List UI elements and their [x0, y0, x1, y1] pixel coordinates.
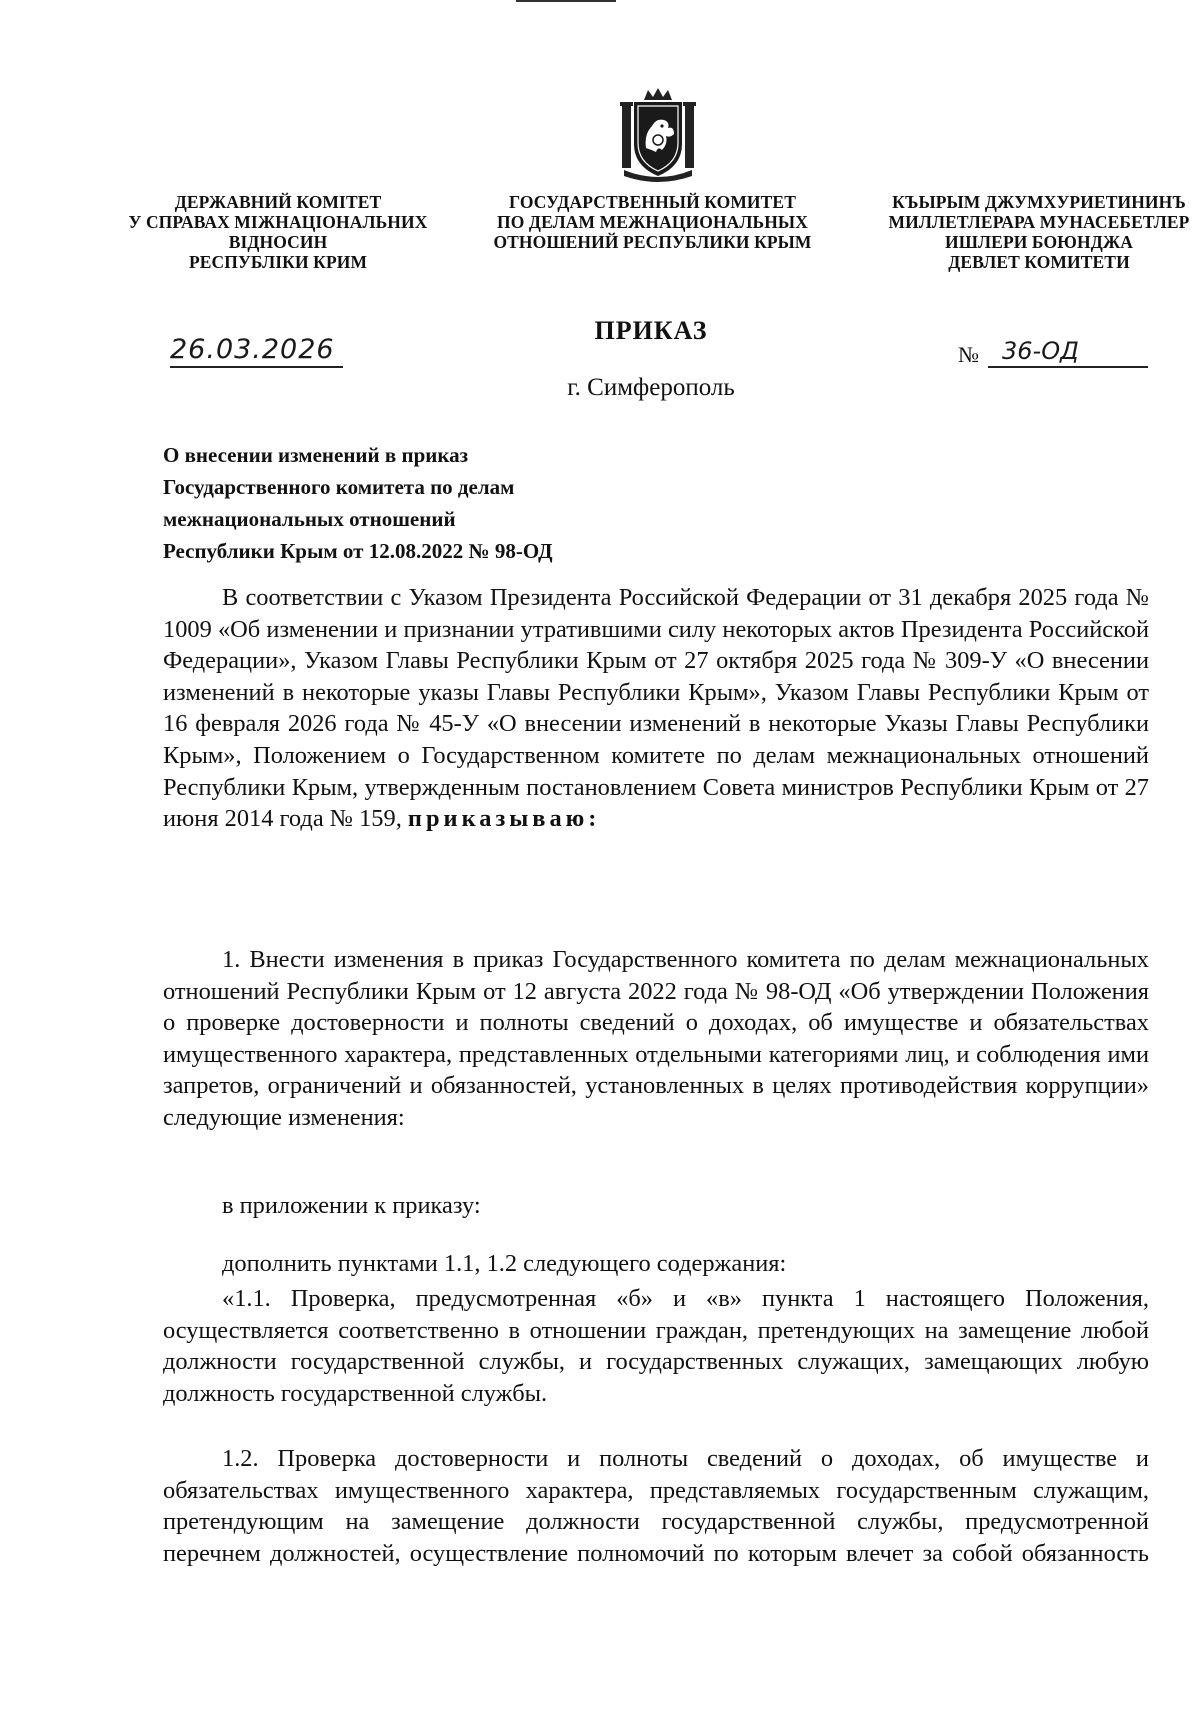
- appendix-text: в приложении к приказу:: [222, 1192, 481, 1219]
- paragraph-clause-1-1: [163, 1283, 1149, 1409]
- paragraph-clause-1-2: [163, 1443, 1149, 1569]
- handwritten-date: 26.03.2026: [170, 334, 343, 368]
- org-name-russian: ГОСУДАРСТВЕННЫЙ КОМИТЕТ ПО ДЕЛАМ МЕЖНАЦИОНАЛЬНЫХ ОТНОШЕНИЙ РЕСПУБЛИКИ КРЫМ: [493, 192, 812, 252]
- document-title: ПРИКАЗ: [594, 316, 708, 345]
- order-keyword: приказываю:: [407, 805, 601, 833]
- paragraph-supplement: [163, 1248, 1149, 1280]
- paragraph-appendix: [163, 1190, 1149, 1222]
- crimea-coat-of-arms-icon: [618, 86, 698, 182]
- document-city: г. Симферополь: [567, 374, 735, 401]
- paragraph-preamble: [163, 582, 1149, 835]
- scan-top-mark: [516, 0, 616, 2]
- clause-1-1-text: «1.1. Проверка, предусмотренная «б» и «в» пункта 1 настоящего Положения, осуществляется соответственно в отношении граждан, претендующих на замещение любой должности государственной службы, и государственных служащих, замещающих любую должность государственной службы.: [163, 1285, 1149, 1407]
- paragraph-item-1: [163, 944, 1149, 1134]
- org-name-crimean-tatar: КЪЫРЫМ ДЖУМХУРИЕТИНИНЪ МИЛЛЕТЛЕРАРА МУНАСЕБЕТЛЕР ИШЛЕРИ БОЮНДЖА ДЕВЛЕТ КОМИТЕТИ: [888, 192, 1190, 272]
- preamble-text: В соответствии с Указом Президента Российской Федерации от 31 декабря 2025 года № 1009 «Об изменении и признании утратившими силу некоторых актов Президента Российской Федерации», Указом Главы Республики Крым от 27 октября 2025 года № 309-У «О внесении изменений в некоторые указы Главы Республики Крым», Указом Главы Республики Крым от 16 февраля 2026 года № 45-У «О внесении изменений в некоторые Указы Главы Республики Крым», Положением о Государственном комитете по делам межнациональных отношений Республики Крым, утвержденным постановлением Совета министров Республики Крым от 27 июня 2014 года № 159,: [163, 584, 1149, 833]
- document-subject: О внесении изменений в приказ Государственного комитета по делам межнациональных отношений Республики Крым от 12.08.2022 № 98-ОД: [163, 443, 553, 563]
- supplement-text: дополнить пунктами 1.1, 1.2 следующего содержания:: [222, 1250, 787, 1277]
- number-label: №: [958, 342, 979, 367]
- item-1-text: 1. Внести изменения в приказ Государственного комитета по делам межнациональных отношений Республики Крым от 12 августа 2022 года № 98-ОД «Об утверждении Положения о проверке достоверности и полноты сведений о доходах, об имуществе и обязательствах имущественного характера, представленных отдельными категориями лиц, и соблюдения ими запретов, ограничений и обязанностей, установленных в целях противодействия коррупции» следующие изменения:: [163, 946, 1149, 1131]
- clause-1-2-text: 1.2. Проверка достоверности и полноты сведений о доходах, об имуществе и обязательствах имущественного характера, представляемых государственным служащим, претендующим на замещение должности государственной службы, предусмотренной перечнем должностей, осуществление полномочий по которым влечет за собой обязанность: [163, 1445, 1149, 1567]
- handwritten-number: 36-ОД: [988, 336, 1148, 368]
- org-name-ukrainian: ДЕРЖАВНИЙ КОМІТЕТ У СПРАВАХ МІЖНАЦІОНАЛЬНИХ ВІДНОСИН РЕСПУБЛІКИ КРИМ: [128, 192, 428, 272]
